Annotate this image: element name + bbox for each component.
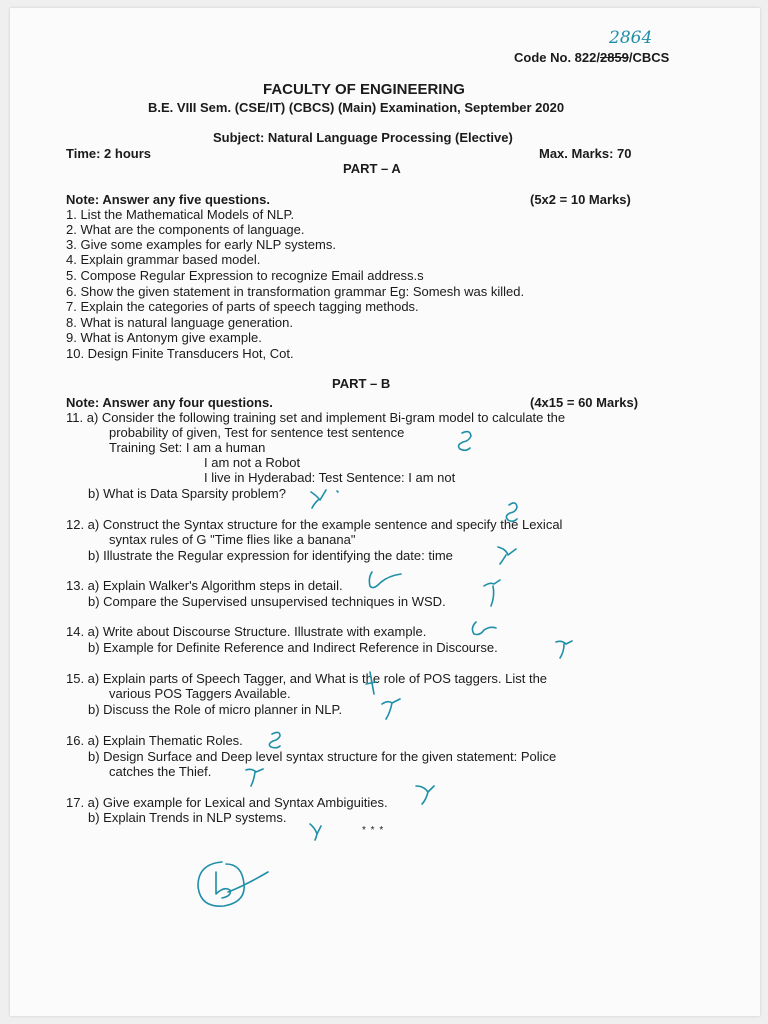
part-a-question: 3. Give some examples for early NLP systems. bbox=[66, 237, 336, 252]
part-b-marks: (4x15 = 60 Marks) bbox=[530, 395, 639, 410]
part-a-question: 2. What are the components of language. bbox=[66, 222, 305, 237]
part-b-line: b) Example for Definite Reference and Indirect Reference in Discourse. bbox=[88, 640, 498, 655]
part-b-line: I am not a Robot bbox=[204, 455, 301, 470]
part-a-question: 9. What is Antonym give example. bbox=[66, 330, 262, 345]
handwritten-tick bbox=[382, 699, 400, 719]
part-b-line: b) What is Data Sparsity problem? bbox=[88, 486, 286, 501]
part-a-marks: (5x2 = 10 Marks) bbox=[530, 192, 631, 207]
handwritten-tick bbox=[246, 769, 263, 786]
part-a-question: 1. List the Mathematical Models of NLP. bbox=[66, 207, 295, 222]
handwritten-tick bbox=[311, 490, 326, 508]
handwritten-total-circle bbox=[198, 862, 244, 906]
handwritten-tick bbox=[366, 672, 376, 694]
part-a-question: 6. Show the given statement in transformation grammar Eg: Somesh was killed. bbox=[66, 284, 525, 299]
part-b-line: 16. a) Explain Thematic Roles. bbox=[66, 733, 243, 748]
handwritten-tick bbox=[556, 641, 572, 658]
part-a-question: 10. Design Finite Transducers Hot, Cot. bbox=[66, 346, 294, 361]
max-marks-label: Max. Marks: 70 bbox=[539, 146, 632, 161]
handwritten-tick bbox=[459, 432, 471, 451]
part-a-note: Note: Answer any five questions. bbox=[66, 192, 270, 207]
exam-title: B.E. VIII Sem. (CSE/IT) (CBCS) (Main) Examination, September 2020 bbox=[148, 100, 565, 115]
part-a-question: 4. Explain grammar based model. bbox=[66, 252, 261, 267]
code-suffix: /CBCS bbox=[628, 50, 670, 65]
faculty-title: FACULTY OF ENGINEERING bbox=[263, 81, 465, 98]
end-marker: * * * bbox=[362, 825, 385, 836]
handwritten-code-number: 2864 bbox=[609, 28, 653, 48]
handwritten-tick bbox=[506, 503, 517, 521]
part-b-line: b) Discuss the Role of micro planner in NLP. bbox=[88, 702, 343, 717]
part-b-line: 11. a) Consider the following training set and implement Bi-gram model to calculate the bbox=[66, 410, 566, 425]
part-b-note: Note: Answer any four questions. bbox=[66, 395, 273, 410]
part-a-question: 7. Explain the categories of parts of speech tagging methods. bbox=[66, 299, 419, 314]
part-a-question: 5. Compose Regular Expression to recognize Email address.s bbox=[66, 268, 424, 283]
handwritten-tick bbox=[310, 824, 321, 840]
part-b-line: catches the Thief. bbox=[109, 764, 212, 779]
handwritten-tick bbox=[472, 622, 496, 635]
part-b-line: b) Compare the Supervised unsupervised techniques in WSD. bbox=[88, 594, 446, 609]
time-label: Time: 2 hours bbox=[66, 146, 152, 161]
code-struck: 2859 bbox=[599, 50, 629, 65]
part-b-title: PART – B bbox=[332, 376, 391, 391]
handwritten-tick bbox=[369, 572, 401, 588]
part-a-title: PART – A bbox=[343, 161, 401, 176]
part-a-question: 8. What is natural language generation. bbox=[66, 315, 293, 330]
subject-line: Subject: Natural Language Processing (Elective) bbox=[213, 130, 513, 145]
handwritten-tick bbox=[416, 786, 434, 804]
part-b-line: 15. a) Explain parts of Speech Tagger, and What is the role of POS taggers. List the bbox=[66, 671, 548, 686]
part-b-line: 13. a) Explain Walker's Algorithm steps in detail. bbox=[66, 578, 343, 593]
part-b-line: b) Design Surface and Deep level syntax structure for the given statement: Police bbox=[88, 749, 557, 764]
part-b-line: probability of given, Test for sentence test sentence bbox=[109, 425, 405, 440]
handwritten-dot bbox=[337, 491, 338, 492]
code-prefix: Code No. 822/ bbox=[514, 50, 600, 65]
part-b-line: 14. a) Write about Discourse Structure. Illustrate with example. bbox=[66, 624, 427, 639]
part-b-line: 12. a) Construct the Syntax structure for the example sentence and specify the Lexical bbox=[66, 517, 563, 532]
part-b-line: Training Set: I am a human bbox=[109, 440, 266, 455]
handwritten-tick bbox=[484, 580, 500, 606]
part-b-line: b) Illustrate the Regular expression for identifying the date: time bbox=[88, 548, 453, 563]
handwritten-total-flourish bbox=[228, 872, 268, 892]
part-b-line: 17. a) Give example for Lexical and Syntax Ambiguities. bbox=[66, 795, 388, 810]
handwritten-total-digit bbox=[216, 872, 230, 898]
handwritten-tick bbox=[269, 732, 280, 747]
part-b-line: I live in Hyderabad: Test Sentence: I am not bbox=[204, 470, 456, 485]
part-b-line: various POS Taggers Available. bbox=[109, 686, 291, 701]
part-b-line: b) Explain Trends in NLP systems. bbox=[88, 810, 287, 825]
part-b-line: syntax rules of G "Time flies like a banana" bbox=[109, 532, 356, 547]
handwritten-tick bbox=[498, 547, 516, 564]
